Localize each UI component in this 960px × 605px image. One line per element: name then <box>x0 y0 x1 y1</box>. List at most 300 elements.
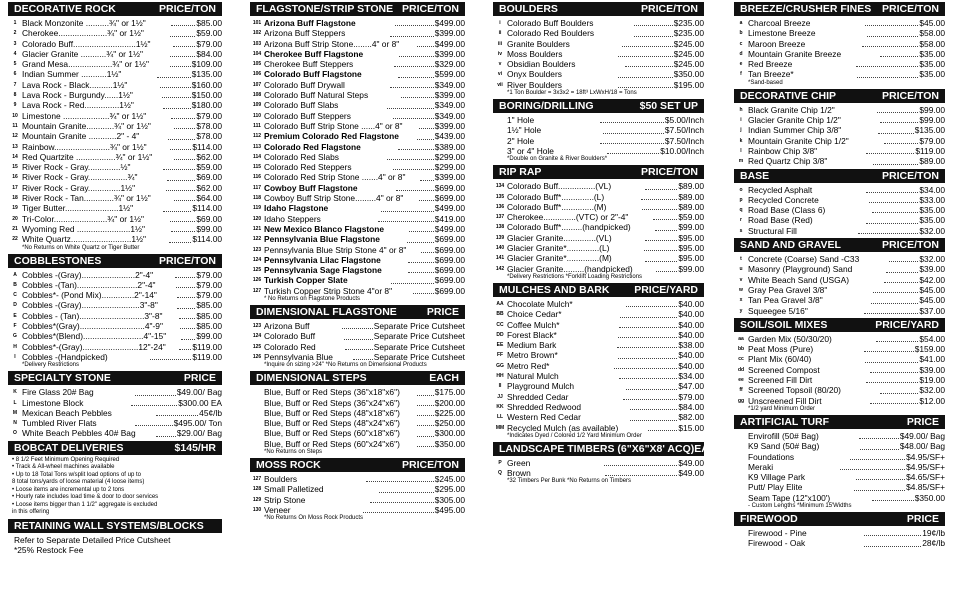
section-note: *Indicates Dyed / Colored 1/2 Yard Minimum Order <box>507 432 642 439</box>
item-name: Arizona Buff Strip Stone........4" or 8" <box>264 38 400 49</box>
item-name: Cobbles -(Gray).......................2"-4" <box>22 269 154 280</box>
item-name: Cobbles*(Blend)..........................4"-15" <box>22 331 167 342</box>
price-row <box>734 441 945 451</box>
item-code: 122 <box>252 236 262 243</box>
price-row <box>8 203 222 213</box>
item-price: $35.00 <box>919 48 946 59</box>
item-price: $32.00 <box>919 385 945 396</box>
item-code: 14 <box>12 153 18 160</box>
price-row <box>734 295 945 305</box>
section-note: *Double on Granite & River Boulders* <box>507 156 608 163</box>
item-code: b <box>739 30 743 37</box>
leader-dots <box>622 39 673 47</box>
section-title: RETAINING WALL SYSTEMS/BLOCKS <box>14 519 204 532</box>
item-name: Blue, Buff or Red Steps (60"x24"x6") <box>264 438 400 449</box>
item-code: II <box>498 383 502 390</box>
section-unit: PRICE/TON <box>159 3 216 15</box>
leader-dots <box>390 28 434 36</box>
leader-dots <box>401 90 433 98</box>
item-price: $7.50/Inch <box>664 125 705 136</box>
leader-dots <box>408 255 434 263</box>
leader-dots <box>169 234 191 242</box>
section <box>734 318 945 413</box>
item-code: 126 <box>252 353 262 360</box>
section-header <box>734 89 945 103</box>
item-name: Choice Cedar* <box>507 309 562 320</box>
leader-dots <box>854 482 905 490</box>
leader-dots <box>366 474 434 482</box>
price-row <box>8 111 222 121</box>
leader-dots <box>408 265 433 273</box>
item-price: $350.00 <box>434 438 466 449</box>
section-header <box>734 2 945 16</box>
item-code: 137 <box>495 214 505 221</box>
item-name: Cowboy Buff Strip Stone.........4" or 8" <box>264 193 404 204</box>
item-code: 108 <box>252 92 262 99</box>
item-code: A <box>13 271 17 278</box>
item-price: $82.00 <box>678 412 705 423</box>
price-row <box>734 385 945 395</box>
item-code: 101 <box>252 20 262 26</box>
item-code: v <box>739 276 743 283</box>
item-code: 21 <box>12 225 18 232</box>
price-row <box>8 39 222 49</box>
leader-dots <box>135 418 173 426</box>
item-name: White Beach Pebbles 40# Bag <box>22 428 136 439</box>
item-name: Black Monzonite ..........¾" or 1½" <box>22 18 146 28</box>
leader-dots <box>642 202 677 210</box>
item-price: $12.00 <box>919 395 946 406</box>
price-row <box>8 214 222 224</box>
item-code <box>493 125 507 135</box>
item-name: Cobbles -(Tan)..........................2"-4" <box>22 279 156 290</box>
item-code: 10 <box>12 112 18 119</box>
item-price: $84.00 <box>196 48 223 59</box>
item-code: EE <box>496 342 504 349</box>
price-row <box>493 192 704 202</box>
item-code: 123 <box>252 323 262 330</box>
leader-dots <box>396 183 434 191</box>
item-price: $699.00 <box>434 265 466 276</box>
item-name: Chocolate Mulch* <box>507 298 573 309</box>
item-price: $15.00 <box>678 422 704 433</box>
item-price: $699.00 <box>434 193 465 204</box>
price-row <box>493 264 704 274</box>
section-title: DECORATIVE ROCK <box>14 3 116 15</box>
price-row <box>8 224 222 234</box>
section-title: DIMENSIONAL STEPS <box>256 372 367 385</box>
leader-dots <box>407 234 433 242</box>
item-price: $59.00 <box>196 28 223 39</box>
price-row <box>250 342 465 352</box>
item-price: $499.00 <box>434 203 465 214</box>
item-price: $89.00 <box>678 191 705 202</box>
item-price: $54.00 <box>919 333 946 344</box>
section-title: BASE <box>740 169 770 182</box>
item-code: CC <box>496 321 504 328</box>
price-row <box>8 331 222 341</box>
price-row <box>8 342 222 352</box>
item-code: 142 <box>495 265 505 272</box>
item-code: HH <box>496 373 504 380</box>
item-code <box>734 452 748 462</box>
leader-dots <box>399 49 434 57</box>
item-name: Cobbles*-(Gray)........................12"-24" <box>22 341 166 352</box>
section <box>250 458 465 522</box>
item-name: Colorado Buff*..............(L) <box>507 191 605 202</box>
price-row <box>734 146 945 156</box>
price-row <box>734 375 945 385</box>
item-name: Metro Brown* <box>507 350 558 361</box>
price-row <box>734 306 945 316</box>
price-row <box>734 528 945 538</box>
item-name: Turkish Copper Strip Stone 4"or 8" <box>264 285 393 296</box>
item-name: Grand Mesa...................¾" or 1½" <box>22 59 149 70</box>
item-name: Road Base (Class 6) <box>748 205 826 216</box>
leader-dots <box>420 172 434 180</box>
item-name: River Rock - Gray..............½" <box>22 162 131 173</box>
leader-dots <box>600 136 664 144</box>
item-name: Moss Boulders <box>507 48 563 59</box>
item-price: $159.00 <box>914 344 946 355</box>
leader-dots <box>866 215 918 223</box>
item-code: ee <box>738 377 744 384</box>
item-name: River Rock - Gray..............1½" <box>22 182 136 193</box>
section-title: BORING/DRILLING <box>499 100 594 113</box>
item-price: Separate Price Cutsheet <box>373 341 465 352</box>
section <box>8 2 222 252</box>
leader-dots <box>177 300 195 308</box>
item-name: Gray Pea Gravel 3/8" <box>748 284 828 295</box>
item-name: Peat Moss (Pure) <box>748 344 814 355</box>
item-code: aa <box>738 335 744 342</box>
section-unit: PRICE <box>906 415 939 428</box>
section-note: *Delivery Restrictions <box>22 362 80 369</box>
section-note: in this offering <box>12 509 50 516</box>
leader-dots <box>634 18 673 26</box>
item-code: L <box>13 399 17 406</box>
item-code: 3 <box>13 40 17 47</box>
item-code: 114 <box>252 153 262 160</box>
price-row <box>734 215 945 225</box>
leader-dots <box>867 28 918 36</box>
item-name: Obsidian Boulders <box>507 59 576 70</box>
price-row <box>493 28 704 38</box>
price-row <box>250 484 465 494</box>
price-row <box>493 299 704 309</box>
section-unit: PRICE <box>426 306 459 319</box>
leader-dots <box>166 183 196 191</box>
leader-dots <box>175 270 196 278</box>
item-name: Firewood - Pine <box>748 527 807 538</box>
price-row <box>250 286 465 296</box>
item-code: k <box>739 137 743 144</box>
item-code: 135 <box>495 193 505 200</box>
item-name: New Mexico Blanco Flagstone <box>264 223 385 234</box>
item-code: N <box>13 420 17 427</box>
item-price: $245.00 <box>673 48 705 59</box>
leader-dots <box>417 418 433 426</box>
price-row <box>8 352 222 362</box>
item-price: $95.00 <box>678 232 704 243</box>
leader-dots <box>176 280 195 288</box>
leader-dots <box>614 361 678 369</box>
price-row <box>8 311 222 321</box>
item-price: $119.00 <box>192 341 222 352</box>
item-code <box>734 482 748 492</box>
price-row <box>250 18 465 28</box>
price-row <box>493 146 704 156</box>
item-code: 106 <box>252 71 262 78</box>
leader-dots <box>171 18 195 26</box>
column-2 <box>250 0 465 605</box>
price-row <box>734 354 945 364</box>
item-name: Mountain Granite Breeze <box>748 48 842 59</box>
item-name: Arizona Buff Flagstone <box>264 18 356 28</box>
item-name: Indian Summer ...........1½" <box>22 69 122 80</box>
item-price: $349.00 <box>434 110 466 121</box>
price-row <box>250 255 465 265</box>
item-code <box>734 462 748 472</box>
item-code: P <box>498 459 502 466</box>
item-price: $699.00 <box>434 254 466 265</box>
leader-dots <box>131 398 177 406</box>
price-row <box>250 331 465 341</box>
section-header <box>8 2 222 16</box>
leader-dots <box>859 431 899 439</box>
item-price: $29.00/ Bag <box>176 428 222 439</box>
price-row <box>493 340 704 350</box>
item-name: Recycled Mulch (as available) <box>507 422 619 433</box>
leader-dots <box>864 306 919 314</box>
price-row <box>250 234 465 244</box>
leader-dots <box>870 365 919 373</box>
item-price: $45.00 <box>919 18 946 28</box>
item-price: $79.00 <box>196 279 223 290</box>
item-price: $399.00 <box>434 90 466 101</box>
price-row <box>8 300 222 310</box>
leader-dots <box>641 192 677 200</box>
price-row <box>250 474 465 484</box>
item-code: 9 <box>13 102 17 109</box>
item-code: p <box>739 196 743 203</box>
price-row <box>493 412 704 422</box>
section <box>493 442 725 486</box>
item-name: Shredded Redwood <box>507 401 582 412</box>
leader-dots <box>865 354 918 362</box>
item-name: Colorado Red Slabs <box>264 151 339 162</box>
item-price: $7.50/Inch <box>664 135 704 146</box>
item-code: dd <box>737 366 745 373</box>
item-name: Brown <box>507 468 531 479</box>
item-price: $58.00 <box>919 28 946 39</box>
price-row <box>250 172 465 182</box>
section <box>734 89 945 167</box>
item-name: Blue, Buff or Red Steps (48"x18"x6") <box>264 407 400 418</box>
price-row <box>250 439 465 449</box>
item-code: 103 <box>252 40 262 47</box>
item-name: Limestone Breeze <box>748 28 816 39</box>
item-price: $19.00 <box>919 375 946 386</box>
item-code <box>250 428 264 438</box>
item-code: O <box>13 430 17 437</box>
item-code: D <box>13 302 17 309</box>
item-code: 125 <box>252 343 262 350</box>
item-price: $399.00 <box>434 48 465 59</box>
price-row <box>493 125 704 135</box>
item-name: Cowboy Buff Flagstone <box>264 182 358 193</box>
leader-dots <box>160 80 191 88</box>
section-title: SOIL/SOIL MIXES <box>740 318 828 331</box>
leader-dots <box>170 59 190 67</box>
section-header <box>8 371 222 385</box>
price-row <box>734 156 945 166</box>
item-name: Turkish Copper Slate <box>264 275 348 286</box>
item-name: Veneer <box>264 504 291 515</box>
item-price: $49.00/ Bag <box>899 430 945 441</box>
item-price: $35.00 <box>919 59 946 70</box>
item-code: 1 <box>13 20 17 26</box>
section-title: BOULDERS <box>499 3 558 15</box>
item-name: River Rock - Tan.............¾" or 1½" <box>22 193 151 204</box>
item-code: C <box>13 292 17 299</box>
item-price: $350.00 <box>673 69 704 80</box>
leader-dots <box>163 203 192 211</box>
item-code: M <box>12 409 18 416</box>
leader-dots <box>390 80 434 88</box>
section-note: *Inquire on sizing >24" *No Returns on Dimensional Products <box>264 362 427 369</box>
section-unit: PRICE/TON <box>882 89 939 102</box>
price-row <box>8 142 222 152</box>
item-code <box>734 441 748 451</box>
item-name: 1" Hole <box>507 115 535 126</box>
item-price: $79.00 <box>196 290 223 301</box>
item-price: $4.65/SF+ <box>906 472 945 483</box>
item-name: Colorado Buff...........................1½" <box>22 38 151 49</box>
item-price: $499.00 <box>434 18 466 28</box>
price-row <box>250 100 465 110</box>
section-header <box>734 415 945 429</box>
leader-dots <box>644 243 678 251</box>
section-title: LANDSCAPE TIMBERS (6"X6"X8' ACQ) <box>499 442 695 455</box>
item-name: Glacier Granite.........(handpicked) <box>507 263 633 274</box>
item-price: $79.00 <box>196 269 223 280</box>
item-price: $79.00 <box>919 135 945 146</box>
item-name: Metro Red* <box>507 360 550 371</box>
item-price: Separate Price Cutsheet <box>373 331 465 342</box>
item-code: 129 <box>252 496 262 503</box>
item-code: t <box>740 256 742 263</box>
item-code: 130 <box>252 506 262 513</box>
price-row <box>734 69 945 79</box>
item-price: $47.00 <box>678 381 705 392</box>
price-row <box>734 396 945 406</box>
item-code: l <box>740 147 742 154</box>
item-price: $180.00 <box>191 100 222 111</box>
price-row <box>493 381 704 391</box>
item-code: 111 <box>253 122 261 129</box>
item-name: Concrete (Coarse) Sand -C33 <box>748 254 860 265</box>
item-price: $49.00 <box>678 468 704 479</box>
item-name: Lava Rock - Black..........1½" <box>22 79 128 90</box>
leader-dots <box>421 245 434 253</box>
item-name: Recycled Concrete <box>748 194 819 205</box>
item-name: Unscreened Fill Dirt <box>748 395 822 406</box>
item-code: 119 <box>252 205 262 212</box>
item-price: $175.00 <box>434 387 466 398</box>
price-row <box>8 121 222 131</box>
price-row <box>493 69 704 79</box>
section <box>734 415 945 510</box>
leader-dots <box>653 212 677 220</box>
item-name: Cobbles -(Gray).........................3"-8" <box>22 300 158 311</box>
item-price: $78.00 <box>196 131 223 142</box>
item-code: r <box>740 217 742 224</box>
item-price: $99.00 <box>678 222 704 233</box>
item-name: Colorado Buff Slabs <box>264 100 339 111</box>
item-code: BB <box>496 311 504 318</box>
item-code <box>734 431 748 441</box>
item-name: Indian Summer Chip 3/8" <box>748 125 842 136</box>
price-row <box>250 387 465 397</box>
leader-dots <box>618 49 673 57</box>
price-row <box>734 125 945 135</box>
price-row <box>8 100 222 110</box>
item-code: 120 <box>252 215 262 222</box>
item-name: Firewood - Oak <box>748 538 806 549</box>
item-price: $495.00 <box>434 504 466 515</box>
leader-dots <box>626 381 677 389</box>
price-row <box>8 18 222 28</box>
price-row <box>250 49 465 59</box>
price-row <box>493 202 704 212</box>
section <box>493 165 704 281</box>
item-price: $114.00 <box>192 203 222 214</box>
item-code: 141 <box>495 255 505 262</box>
leader-dots <box>381 203 433 211</box>
price-row <box>8 69 222 79</box>
section <box>250 371 465 456</box>
item-name: Arizona Buff <box>264 321 310 332</box>
item-price: $135.00 <box>191 69 223 80</box>
item-price: $89.00 <box>919 156 946 167</box>
item-name: Tan Breeze* <box>748 69 794 80</box>
price-row <box>734 452 945 462</box>
section-note: • Loose items are incremental up to 2 tons <box>12 486 125 493</box>
leader-dots <box>163 100 191 108</box>
price-row <box>493 233 704 243</box>
section-header <box>250 2 465 16</box>
item-code: 4 <box>13 50 17 57</box>
item-price: $40.00 <box>678 360 705 371</box>
section-note: * No Returns on Flagstone Products <box>264 296 361 303</box>
item-name: White Quartz..........................1½" <box>22 234 146 245</box>
item-code: E <box>13 312 17 319</box>
leader-dots <box>605 468 678 476</box>
item-code: 139 <box>495 234 505 241</box>
price-row <box>250 495 465 505</box>
price-row <box>734 285 945 295</box>
item-price: $329.00 <box>434 59 466 70</box>
leader-dots <box>179 311 195 319</box>
leader-dots <box>171 224 196 232</box>
item-code: 15 <box>12 164 18 171</box>
section <box>8 519 222 555</box>
price-row <box>8 387 222 397</box>
leader-dots <box>379 484 434 492</box>
item-code: e <box>739 61 743 68</box>
item-code: 20 <box>12 215 18 222</box>
